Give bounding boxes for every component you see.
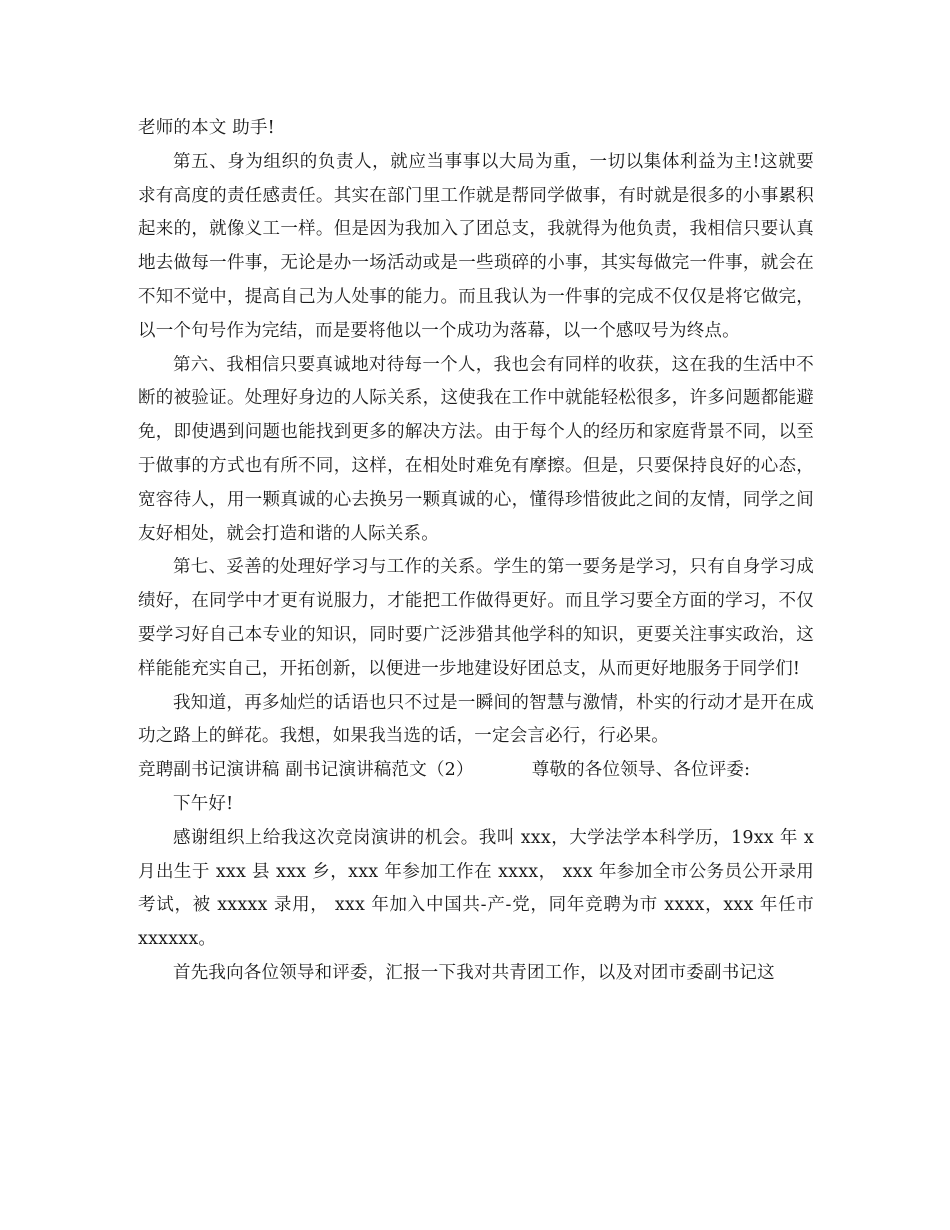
paragraph-seventh: 第七、妥善的处理好学习与工作的关系。学生的第一要务是学习，只有自身学习成绩好，在同学中才更有说服力，才能把工作做得更好。而且学习要全方面的学习，不仅要学习好自己本专业的知识，同时要广泛涉猎其他学科的知识，更要关注事实政治，这样能能充实自己，开拓创新，以便进一步地建设好团总支，从而更好地服务于同学们! bbox=[138, 557, 814, 679]
section-title: 竞聘副书记演讲稿 副书记演讲稿范文（2） bbox=[138, 760, 474, 781]
section-heading-line bbox=[138, 754, 814, 788]
paragraph-report: 首先我向各位领导和评委，汇报一下我对共青团工作，以及对团市委副书记这 bbox=[173, 962, 775, 983]
heading-gap bbox=[474, 754, 532, 788]
paragraph-closing: 我知道，再多灿烂的话语也只不过是一瞬间的智慧与激情，朴实的行动才是开在成功之路上的鲜花。我想，如果我当选的话，一定会言必行，行必果。 bbox=[138, 692, 814, 747]
greeting: 下午好! bbox=[173, 793, 234, 814]
salutation: 尊敬的各位领导、各位评委: bbox=[531, 760, 751, 781]
paragraph-sixth: 第六、我相信只要真诚地对待每一个人，我也会有同样的收获，这在我的生活中不断的被验证。处理好身边的人际关系，这使我在工作中就能轻松很多，许多问题都能避免，即使遇到问题也能找到更多的解决方法。由于每个人的经历和家庭背景不同，以至于做事的方式也有所不同，这样，在相处时难免有摩擦。但是，只要保持良好的心态，宽容待人，用一颗真诚的心去换另一颗真诚的心，懂得珍惜彼此之间的友情，同学之间友好相处，就会打造和谐的人际关系。 bbox=[138, 354, 814, 544]
paragraph-self-intro: 感谢组织上给我这次竞岗演讲的机会。我叫 xxx，大学法学本科学历，19xx 年 x 月出生于 xxx 县 xxx 乡，xxx 年参加工作在 xxxx， xxx 年参加全市公务员公开录用考试，被 xxxxx 录用， xxx 年加入中国共-产-党，同年竞聘为市 xxxx，xxx 年任市 xxxxxx。 bbox=[138, 827, 814, 950]
continuation-line: 老师的本文 助手! bbox=[138, 118, 275, 138]
paragraph-fifth: 第五、身为组织的负责人，就应当事事以大局为重，一切以集体利益为主!这就要求有高度的责任感责任。其实在部门里工作就是帮同学做事，有时就是很多的小事累积起来的，就像义工一样。但是因为我加入了团总支，我就得为他负责，我相信只要认真地去做每一件事，无论是办一场活动或是一些琐碎的小事，其实每做完一件事，就会在不知不觉中，提高自己为人处事的能力。而且我认为一件事的完成不仅仅是将它做完，以一个句号作为完结，而是要将他以一个成功为落幕，以一个感叹号为终点。 bbox=[138, 151, 814, 341]
document-body bbox=[138, 112, 814, 991]
